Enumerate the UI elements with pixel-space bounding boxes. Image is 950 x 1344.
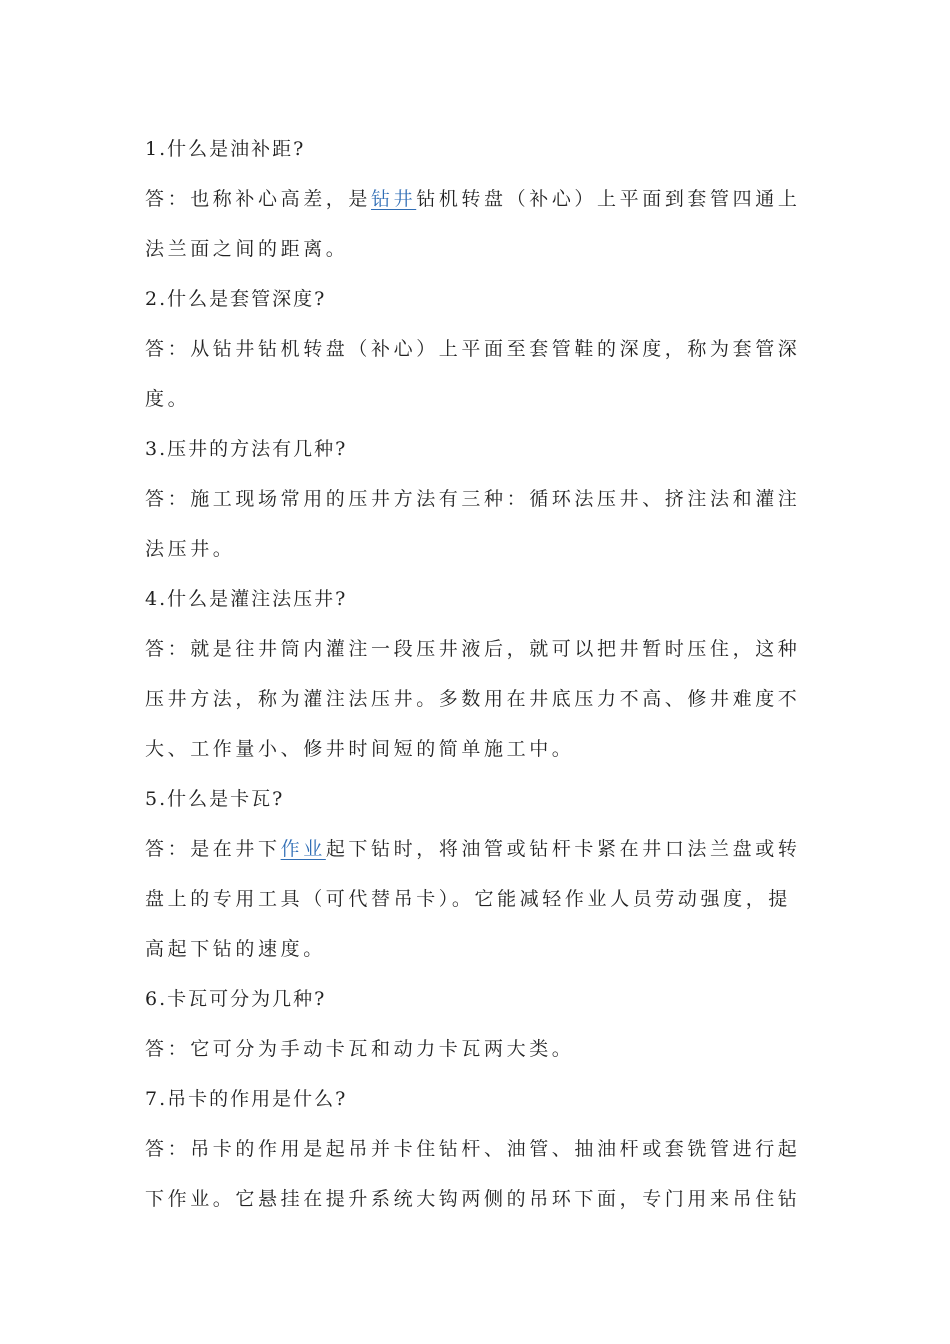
answer-line xyxy=(145,374,805,424)
answer-text: 答：就是往井筒内灌注一段压井液后，就可以把井暂时压住，这种 xyxy=(145,638,801,660)
answer-text: 高起下钻的速度。 xyxy=(145,938,326,960)
answer-line xyxy=(145,174,805,224)
answer-line xyxy=(145,524,805,574)
question-1: 1.什么是油补距? xyxy=(145,138,306,160)
answer-text: 下作业。它悬挂在提升系统大钩两侧的吊环下面，专门用来吊住钻 xyxy=(145,1188,801,1210)
question-2: 2.什么是套管深度? xyxy=(145,288,327,310)
answer-line xyxy=(145,224,805,274)
question-7: 7.吊卡的作用是什么? xyxy=(145,1088,348,1110)
answer-line xyxy=(145,624,805,674)
question-3: 3.压井的方法有几种? xyxy=(145,438,348,460)
keyword-link[interactable]: 作业 xyxy=(280,838,326,860)
answer-line xyxy=(145,824,805,874)
answer-line xyxy=(145,674,805,724)
question-4: 4.什么是灌注法压井? xyxy=(145,588,348,610)
answer-line xyxy=(145,474,805,524)
answer-text: 答：它可分为手动卡瓦和动力卡瓦两大类。 xyxy=(145,1038,575,1060)
answer-line xyxy=(145,1124,805,1174)
answer-text: 法兰面之间的距离。 xyxy=(145,238,349,260)
answer-line xyxy=(145,324,805,374)
answer-text: 起下钻时，将油管或钻杆卡紧在井口法兰盘或转 xyxy=(325,838,801,860)
answer-text: 钻机转盘（补心）上平面到套管四通上 xyxy=(416,188,801,210)
answer-text: 答：从钻井钻机转盘（补心）上平面至套管鞋的深度，称为套管深 xyxy=(145,338,801,360)
answer-text: 法压井。 xyxy=(145,538,236,560)
answer-text: 压井方法，称为灌注法压井。多数用在井底压力不高、修井难度不 xyxy=(145,688,801,710)
answer-line xyxy=(145,1174,805,1224)
answer-line xyxy=(145,874,805,924)
answer-text: 答：施工现场常用的压井方法有三种：循环法压井、挤注法和灌注 xyxy=(145,488,801,510)
answer-text: 大、工作量小、修井时间短的简单施工中。 xyxy=(145,738,575,760)
answer-text: 答：也称补心高差，是 xyxy=(145,188,372,210)
keyword-link[interactable]: 钻井 xyxy=(371,188,417,210)
answer-line xyxy=(145,724,805,774)
question-6: 6.卡瓦可分为几种? xyxy=(145,988,327,1010)
answer-text: 度。 xyxy=(145,388,191,410)
answer-text: 答：吊卡的作用是起吊并卡住钻杆、油管、抽油杆或套铣管进行起 xyxy=(145,1138,801,1160)
answer-text: 盘上的专用工具（可代替吊卡）。它能减轻作业人员劳动强度，提 xyxy=(145,888,791,910)
document-page xyxy=(145,124,805,1224)
answer-line xyxy=(145,924,805,974)
answer-line xyxy=(145,1024,805,1074)
answer-text: 答：是在井下 xyxy=(145,838,281,860)
qa-list xyxy=(145,124,805,1224)
question-5: 5.什么是卡瓦? xyxy=(145,788,285,810)
